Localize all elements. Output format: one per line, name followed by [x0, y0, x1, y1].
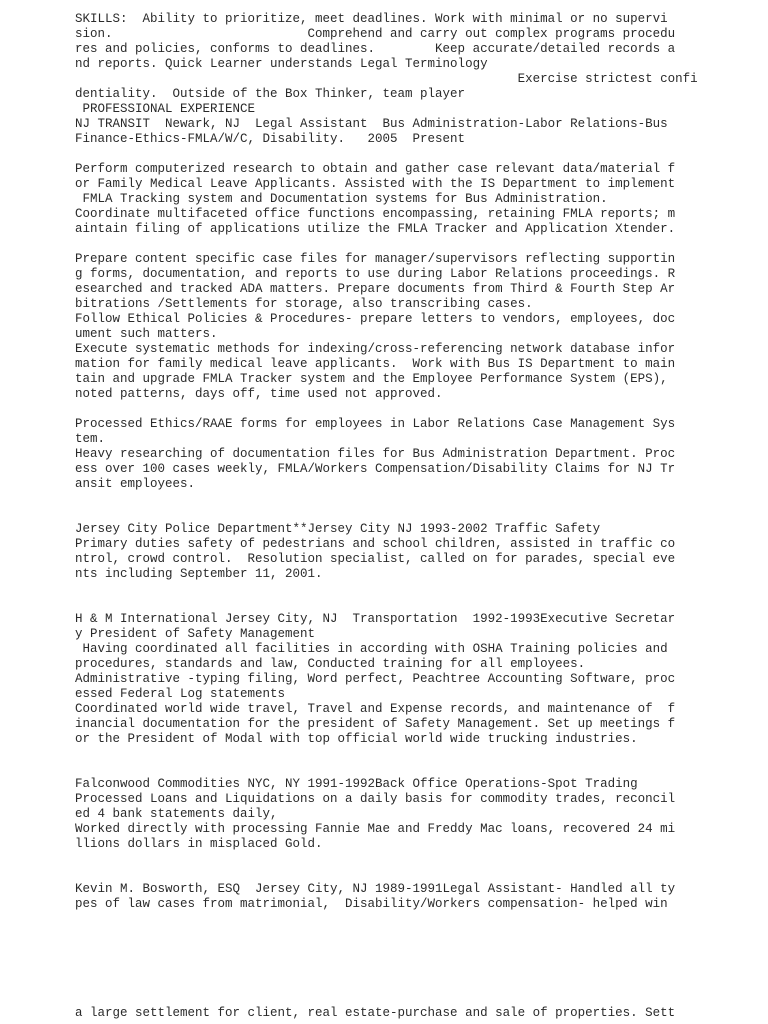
text-line	[75, 237, 755, 252]
text-line	[75, 582, 755, 597]
text-line	[75, 492, 755, 507]
text-line: Exercise strictest confi	[75, 72, 698, 86]
text-line	[75, 507, 755, 522]
text-line: sion. Comprehend and carry out complex programs procedu	[75, 27, 676, 41]
text-line: Kevin M. Bosworth, ESQ Jersey City, NJ 1989-1991Legal Assistant- Handled all ty	[75, 882, 676, 896]
text-line: tain and upgrade FMLA Tracker system and the Employee Performance System (EPS),	[75, 372, 668, 386]
text-line: Primary duties safety of pedestrians and school children, assisted in traffic co	[75, 537, 676, 551]
text-line: Prepare content specific case files for manager/supervisors reflecting supportin	[75, 252, 676, 266]
text-line: Coordinate multifaceted office functions encompassing, retaining FMLA reports; m	[75, 207, 676, 221]
text-line: Worked directly with processing Fannie Mae and Freddy Mac loans, recovered 24 mi	[75, 822, 676, 836]
text-line: pes of law cases from matrimonial, Disability/Workers compensation- helped win	[75, 897, 668, 911]
text-line: Finance-Ethics-FMLA/W/C, Disability. 2005 Present	[75, 132, 466, 146]
text-line: Perform computerized research to obtain and gather case relevant data/material f	[75, 162, 676, 176]
text-line: or Family Medical Leave Applicants. Assisted with the IS Department to implement	[75, 177, 676, 191]
text-line: ansit employees.	[75, 477, 196, 491]
text-line: dentiality. Outside of the Box Thinker, team player	[75, 87, 466, 101]
text-line: Coordinated world wide travel, Travel and Expense records, and maintenance of f	[75, 702, 676, 716]
text-line: nd reports. Quick Learner understands Legal Terminology	[75, 57, 488, 71]
text-line: Having coordinated all facilities in according with OSHA Training policies and	[75, 642, 668, 656]
text-line: Heavy researching of documentation files for Bus Administration Department. Proc	[75, 447, 676, 461]
text-line: tem.	[75, 432, 106, 446]
text-line: PROFESSIONAL EXPERIENCE	[75, 102, 256, 116]
text-line: llions dollars in misplaced Gold.	[75, 837, 323, 851]
text-line: noted patterns, days off, time used not approved.	[75, 387, 443, 401]
text-line	[75, 747, 755, 762]
text-line: Follow Ethical Policies & Procedures- prepare letters to vendors, employees, doc	[75, 312, 676, 326]
text-line: procedures, standards and law, Conducted training for all employees.	[75, 657, 586, 671]
text-line	[75, 402, 755, 417]
text-line	[75, 147, 755, 162]
text-line: esearched and tracked ADA matters. Prepare documents from Third & Fourth Step Ar	[75, 282, 676, 296]
text-line: res and policies, conforms to deadlines. Keep accurate/detailed records a	[75, 42, 676, 56]
text-line: Administrative -typing filing, Word perfect, Peachtree Accounting Software, proc	[75, 672, 676, 686]
text-line: g forms, documentation, and reports to use during Labor Relations proceedings. R	[75, 267, 676, 281]
text-line	[75, 852, 755, 867]
text-line: ument such matters.	[75, 327, 218, 341]
text-line: Falconwood Commodities NYC, NY 1991-1992Back Office Operations-Spot Trading	[75, 777, 638, 791]
text-line: FMLA Tracking system and Documentation systems for Bus Administration.	[75, 192, 608, 206]
text-line: bitrations /Settlements for storage, also transcribing cases.	[75, 297, 533, 311]
text-line: ess over 100 cases weekly, FMLA/Workers Compensation/Disability Claims for NJ Tr	[75, 462, 676, 476]
text-line: ed 4 bank statements daily,	[75, 807, 278, 821]
text-line	[75, 597, 755, 612]
text-line: mation for family medical leave applicants. Work with Bus IS Department to main	[75, 357, 676, 371]
text-line: ntrol, crowd control. Resolution specialist, called on for parades, special eve	[75, 552, 676, 566]
text-line: or the President of Modal with top official world wide trucking industries.	[75, 732, 638, 746]
text-line	[75, 762, 755, 777]
text-line: Execute systematic methods for indexing/cross-referencing network database infor	[75, 342, 676, 356]
text-line: inancial documentation for the president of Safety Management. Set up meetings f	[75, 717, 676, 731]
resume-text-body	[75, 12, 755, 912]
text-line: y President of Safety Management	[75, 627, 316, 641]
text-line	[75, 867, 755, 882]
text-line: essed Federal Log statements	[75, 687, 286, 701]
text-line: Jersey City Police Department**Jersey City NJ 1993-2002 Traffic Safety	[75, 522, 601, 536]
continued-text-line: a large settlement for client, real estate-purchase and sale of properties. Sett	[75, 1006, 676, 1020]
text-line: H & M International Jersey City, NJ Transportation 1992-1993Executive Secretar	[75, 612, 676, 626]
text-line: SKILLS: Ability to prioritize, meet deadlines. Work with minimal or no supervi	[75, 12, 668, 26]
text-line: Processed Ethics/RAAE forms for employees in Labor Relations Case Management Sys	[75, 417, 676, 431]
text-line: Processed Loans and Liquidations on a daily basis for commodity trades, reconcil	[75, 792, 676, 806]
text-line: nts including September 11, 2001.	[75, 567, 323, 581]
text-line: NJ TRANSIT Newark, NJ Legal Assistant Bus Administration-Labor Relations-Bus	[75, 117, 668, 131]
text-line: aintain filing of applications utilize the FMLA Tracker and Application Xtender.	[75, 222, 676, 236]
